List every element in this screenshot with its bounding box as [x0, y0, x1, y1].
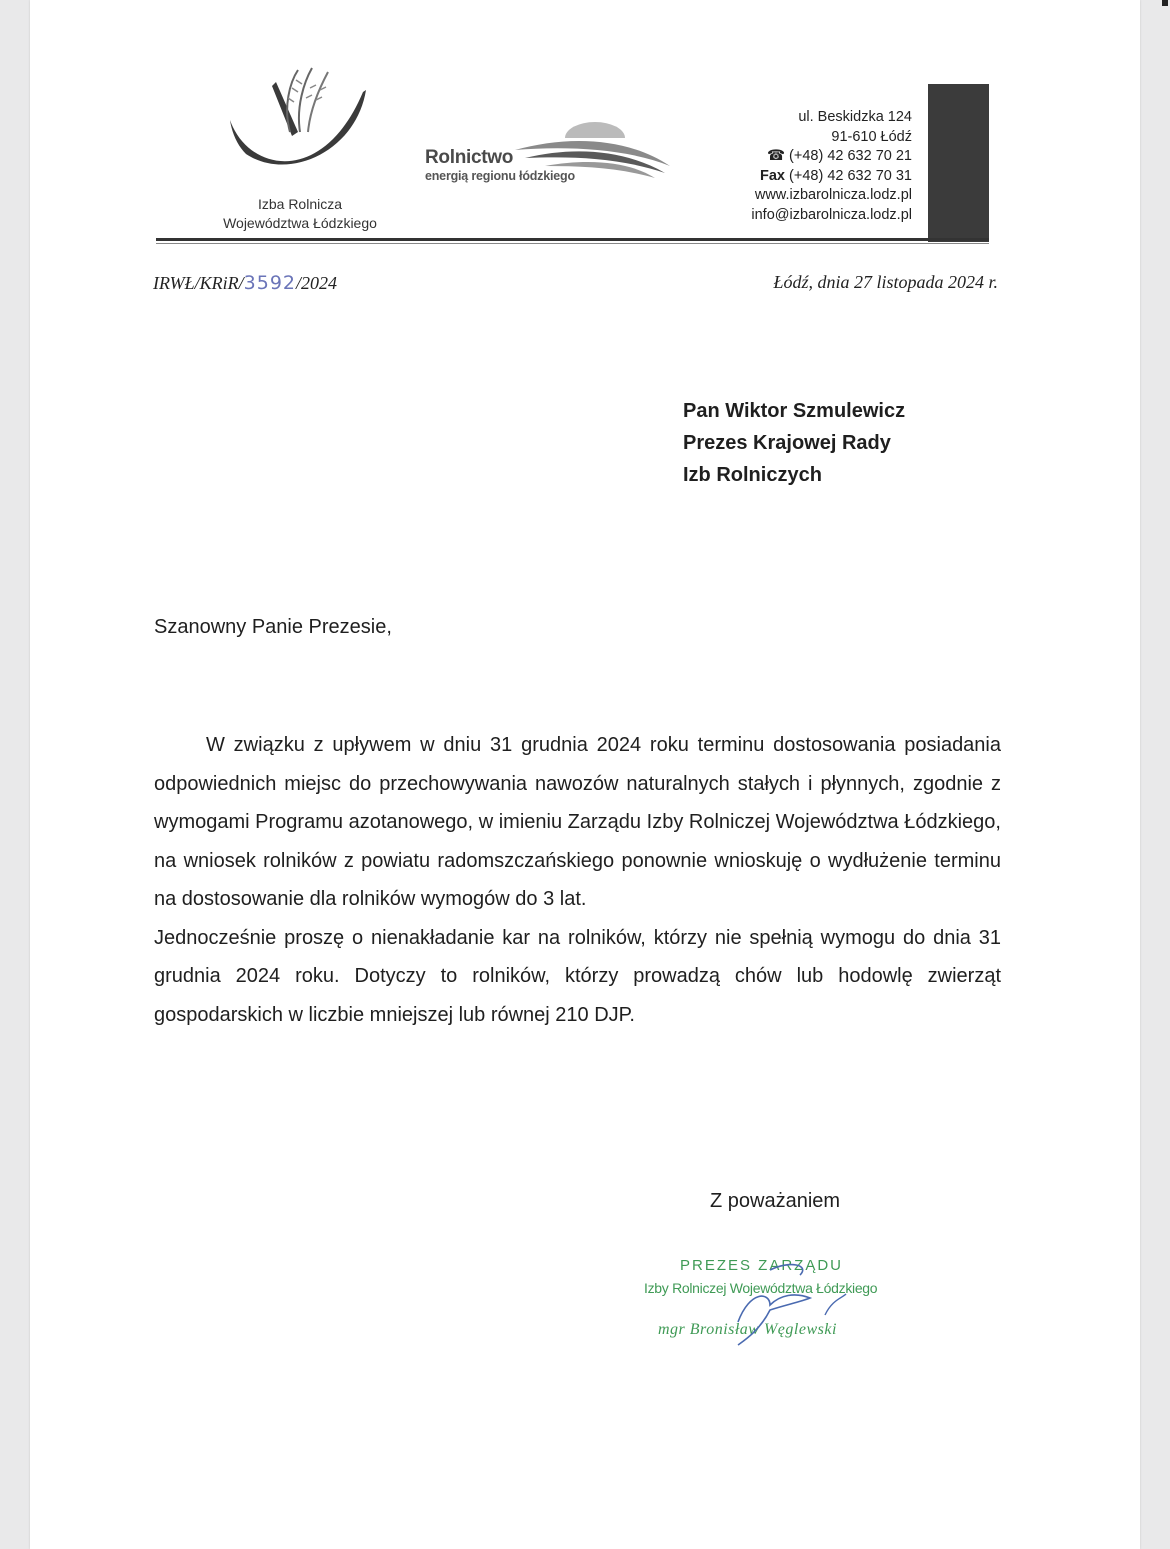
- handwritten-signature-icon: [620, 1250, 920, 1350]
- handwritten-number: 3592: [243, 272, 297, 294]
- contact-block: [751, 108, 912, 226]
- rolnictwo-logo: [425, 118, 675, 193]
- contact-fax-row: [751, 167, 912, 187]
- contact-email: info@izbarolnicza.lodz.pl: [751, 206, 912, 223]
- contact-phone-row: [751, 147, 912, 167]
- contact-city: 91-610 Łódź: [831, 128, 912, 145]
- reference-number: [153, 272, 337, 294]
- body-paragraph-2: Jednocześnie proszę o nienakładanie kar na rolników, którzy nie spełnią wymogu do dnia 31 grudnia 2024 roku. Dotyczy to rolników, którzy prowadzą chów lub hodowlę zwierząt gospodarskich w liczbie mniejszej lub równej 210 DJP.: [154, 926, 1001, 1026]
- izba-rolnicza-logo: [200, 62, 400, 232]
- addressee-line1: Pan Wiktor Szmulewicz: [683, 400, 906, 422]
- letterhead-dark-bar: [928, 84, 989, 242]
- wheat-sickle-logo-icon: [228, 62, 373, 192]
- contact-phone: (+48) 42 632 70 21: [789, 148, 912, 165]
- fax-label: Fax: [760, 167, 786, 184]
- edge-mark: [1162, 0, 1168, 6]
- signature-stamp: [620, 1250, 920, 1350]
- addressee-line3: Izb Rolniczych: [683, 464, 822, 486]
- slogan-subtitle: energią regionu łódzkiego: [425, 169, 575, 183]
- slogan-title: Rolnictwo: [425, 147, 514, 168]
- contact-fax: (+48) 42 632 70 31: [789, 167, 912, 184]
- org-name-line1: Izba Rolnicza: [257, 196, 343, 212]
- stamp-org: Izby Rolniczej Województwa Łódzkiego: [644, 1280, 878, 1296]
- addressee-block: [683, 395, 905, 491]
- letter-date: Łódź, dnia 27 listopada 2024 r.: [773, 272, 998, 292]
- body-paragraph-1: W związku z upływem w dniu 31 grudnia 2024 roku terminu dostosowania posiadania odpowiednich miejsc do przechowywania nawozów naturalnych stałych i płynnych, zgodnie z wymogami Programu azotanowego, w imieniu Zarządu Izby Rolniczej Województwa Łódzkiego, na wniosek rolników z powiatu radomszczańskiego ponownie wnioskuję o wydłużenie terminu na dostosowanie dla rolników wymogów do 3 lat.: [154, 734, 1001, 910]
- closing: Z poważaniem: [710, 1190, 841, 1212]
- stamp-title: PREZES ZARZĄDU: [680, 1257, 844, 1274]
- stamp-name: mgr Bronisław Węglewski: [658, 1321, 837, 1338]
- reference-suffix: /2024: [296, 273, 338, 293]
- greeting: Szanowny Panie Prezesie,: [154, 616, 392, 638]
- org-name-line2: Województwa Łódzkiego: [223, 215, 377, 231]
- letterhead-rule-thin: [156, 243, 989, 244]
- letterhead-rule: [156, 238, 989, 241]
- letter-page: [30, 0, 1140, 1549]
- contact-street: ul. Beskidzka 124: [798, 109, 912, 125]
- phone-icon: ☎: [766, 148, 786, 165]
- contact-www: www.izbarolnicza.lodz.pl: [754, 187, 912, 204]
- letter-body: [154, 726, 1001, 1034]
- addressee-line2: Prezes Krajowej Rady: [683, 432, 891, 454]
- reference-prefix: IRWŁ/KRiR/: [153, 273, 244, 293]
